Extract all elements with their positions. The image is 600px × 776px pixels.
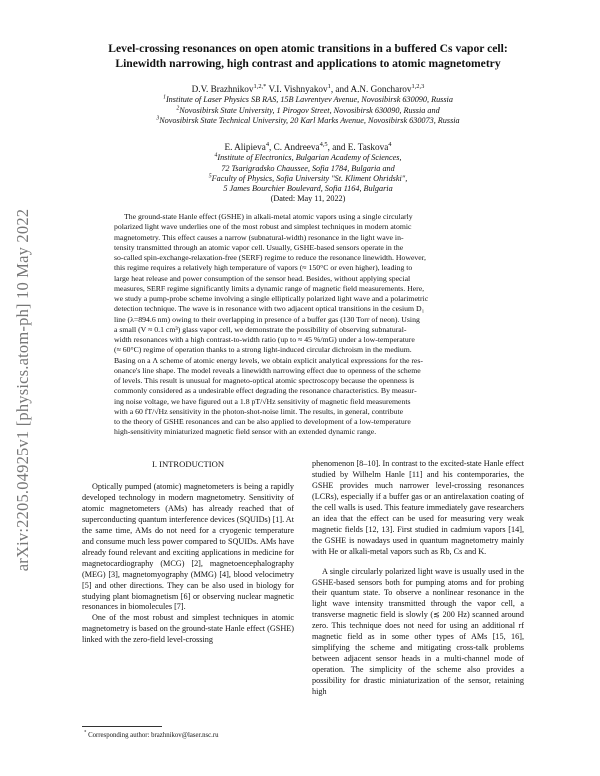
abstract-line: polarized light wave underlies one of the most robust and simplest techniques in modern atomic (114, 222, 412, 232)
abstract-line: large heat release and power consumption of the sensor head. Besides, without applying special (114, 273, 411, 283)
affiliation-1: $^1$Institute of Laser Physics SB RAS, 15B Lavrentyev Avenue, Novosibirsk 630090, Russia (163, 94, 453, 105)
abstract-line: a small (V ≈ 0.1 cm³) glass vapor cell, we demonstrate the possibility of observing subnatural- (114, 324, 407, 334)
abstract-line: we study a pump-probe scheme involving a single elliptically polarized light wave and a polarimetric (114, 294, 429, 303)
abstract-line: high-sensitivity miniaturized magnetic field sensor with an extended dynamic range. (114, 427, 377, 437)
abstract-line: detection technique. The wave is in resonance with two adjacent optical transitions in the cesium D₁ (114, 304, 425, 314)
left-column (82, 482, 294, 646)
paragraph: phenomenon [8–10]. In contrast to the excited-state Hanle effect studied by Wilhelm Hanle [11] and his contemporaries, the GSHE provides much narrower level-crossing resonances (LCRs), especially if a buffer gas or an antirelaxation coating of the cell walls is used. This feature immediately gave researchers an idea that the effect can be used for measuring very weak magnetic fields [12, 13]. First studied in cadmium vapors [14], the GSHE is nowadays used in quantum magnetometry mainly with He or alkali-metal vapors such as Rb, Cs and K. (312, 459, 524, 556)
author-names-2: E. Alipieva$^4$, C. Andreeva$^{4,5}$, and E. Taskova$^4$ (224, 140, 392, 152)
abstract (114, 212, 500, 438)
abstract-line: so-called spin-exchange-relaxation-free (SERF) regime to reduce the resonance linewidth. However, (114, 253, 426, 262)
author-names-1: D.V. Brazhnikov$^{1,2,*}$ V.I. Vishnyakov$^1$, and A.N. Goncharov$^{1,2,3}$ (191, 82, 425, 94)
abstract-line: commonly considered as a undesirable effect degrading the resonance characteristics. By measur- (114, 386, 417, 396)
arxiv-identifier (6, 130, 40, 650)
author-block-2 (48, 142, 568, 204)
abstract-line: (≈ 60°C) regime of operation thanks to a strong light-induced circular dichroism in the medium. (114, 345, 412, 355)
affiliation-2: $^2$Novosibirsk State University, 1 Pirogov Street, Novosibirsk 630090, Russia and (176, 104, 440, 115)
author-block-1 (48, 84, 568, 126)
affiliation-3: $^3$Novosibirsk State Technical University, 20 Karl Marks Avenue, Novosibirsk 630073, Russia (156, 115, 460, 125)
footnote-rule (82, 726, 162, 727)
title-line-1: Level-crossing resonances on open atomic transitions in a buffered Cs vapor cell: (108, 42, 508, 55)
footnote: * Corresponding author: brazhnikov@laser.nsc.ru (84, 730, 219, 739)
paragraph: Optically pumped (atomic) magnetometers is being a rapidly developed technology in modern magnetometry. Sensitivity of atomic magnetometers (AMs) has already reached that of superconducting quantum interference devices (SQUIDs) [1]. At the same time, AMs do not need for a cryogenic temperature and consume much less power compared to SQUIDs. AMs have already found relevant and exciting applications in medicine for magnetocardiography (MCG) [2], magnetoencephalography (MEG) [3], magnetomyography (MMG) [4], blood velocimetry [5] and other directions. They can be also used in biology for studying plant biomagnetism [6] or observing nuclear magnetic resonances in biomolecules [7]. (82, 482, 294, 612)
affiliation-5a: $^5$Faculty of Physics, Sofia University "St. Kliment Ohridski", (208, 173, 408, 183)
section-heading-introduction: I. INTRODUCTION (151, 459, 225, 469)
paragraph: One of the most robust and simplest techniques in atomic magnetometry is based on the ground-state Hanle effect (GSHE) linked with the zero-field level-crossing (82, 613, 294, 645)
abstract-line: this regime requires a relatively high temperature of vapors (≈ 150°C or even higher), leading to (114, 263, 413, 273)
abstract-line: onance's line shape. The model reveals a linewidth narrowing effect due to openness of the scheme (114, 365, 421, 375)
right-column (312, 459, 524, 698)
paper-title (48, 42, 568, 71)
abstract-line: of levels. This result is unusual for magneto-optical atomic spectroscopy because the openness is (114, 376, 415, 385)
abstract-line: to the theory of GSHE resonances and can be also applied to development of a low-temperature (114, 417, 411, 426)
affiliation-4b: 72 Tsarigradsko Chaussee, Sofia 1784, Bulgaria and (221, 163, 395, 173)
abstract-line: The ground-state Hanle effect (GSHE) in alkali-metal atomic vapors using a single circularly (124, 212, 413, 221)
date-line: (Dated: May 11, 2022) (270, 194, 346, 204)
arxiv-id-text: arXiv:2205.04925v1 [physics.atom-ph] 10 May 2022 (13, 208, 32, 572)
affiliation-5b: 5 James Bourchier Boulevard, Sofia 1164, Bulgaria (223, 184, 393, 194)
paragraph: A single circularly polarized light wave is usually used in the GSHE-based sensors both for pumping atoms and for probing their quantum state. To observe a nonlinear resonance in the light wave intensity transmitted through the vapor cell, a transverse magnetic field is slowly (≲ 200 Hz) scanned around zero. This technique does not need for using an additional rf magnetic field as in some other types of AMs [15, 16], simplifying the scheme and mitigating cross-talk problems between adjacent sensor heads in a multi-channel mode of operation. The simplicity of the scheme also provides a possibility for drastic miniaturization of the sensor, retaining high (312, 566, 524, 697)
abstract-line: Basing on a Λ scheme of atomic energy levels, we obtain explicit analytical expressions for the res- (114, 355, 423, 365)
title-line-2: Linewidth narrowing, high contrast and applications to atomic magnetometry (115, 56, 501, 70)
abstract-line: with a 60 fT/√Hz sensitivity in the photon-shot-noise limit. The results, in general, contribute (114, 406, 404, 416)
affiliation-4a: $^4$Institute of Electronics, Bulgarian Academy of Sciences, (214, 152, 402, 163)
abstract-line: line (λ=894.6 nm) owing to their overlapping in presence of a buffer gas (130 Torr of neon). Using (114, 314, 420, 324)
abstract-line: ing noise voltage, we have figured out a 1.8 pT/√Hz sensitivity of magnetic field measurements (114, 396, 411, 406)
abstract-line: width resonances with a high contrast-to-width ratio (up to ≈ 45 %/mG) under a low-temperature (114, 335, 415, 344)
abstract-line: tensity transmitted through an atomic vapor cell. Usually, GSHE-based sensors operate in the (114, 242, 404, 252)
abstract-line: magnetometry. This effect causes a narrow (subnatural-width) resonance in the light wave in- (114, 232, 404, 242)
abstract-line: measures, SERF regime significantly limits a dynamic range of magnetic field measurements. Here, (114, 283, 425, 293)
